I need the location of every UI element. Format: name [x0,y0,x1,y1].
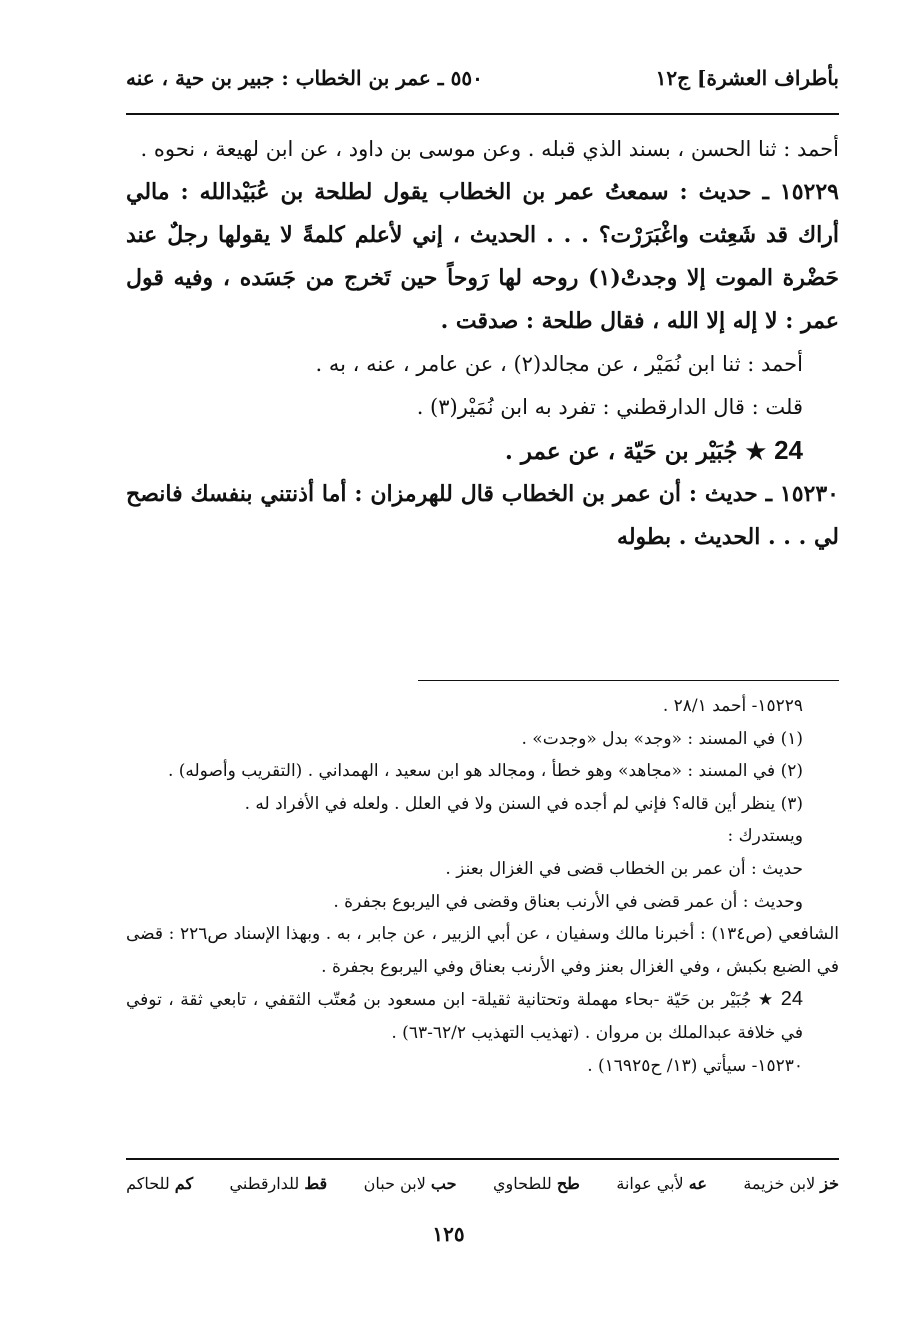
footnote-narrator [126,983,839,1049]
hadith-15230: ١٥٢٣٠ ـ حديث : أن عمر بن الخطاب قال للهرمزان : أما أذنتني بنفسك فانصح لي . . . الحديث . بطوله [126,481,839,550]
abbreviations-divider [126,1158,839,1160]
footnote-2: (٢) في المسند : «مجاهد» وهو خطأ ، ومجالد هو ابن سعيد ، الهمداني . (التقريب وأصوله) . [167,761,803,782]
narrator-heading [126,429,839,473]
footnotes [126,690,839,1082]
narrator-number: 24 [774,435,803,465]
footnote-narrator-number: 24 [780,988,803,1011]
footnote-addendum-hadith-1: حديث : أن عمر بن الخطاب قضى في الغزال بعنز . [445,858,803,879]
header-book-title: بأطراف العشرة] ج١٢ [655,66,839,90]
footnote-3: (٣) ينظر أين قاله؟ فإني لم أجده في السنن ولا في العلل . ولعله في الأفراد له . [244,793,803,814]
footnote-narrator-text: ★ جُبَيْر بن حَيّة -بحاء مهملة وتحتانية ثقيلة- ابن مسعود بن مُعتّب الثقفي ، تابعي ثقة ، توفي في خلافة عبدالملك بن مروان . (تهذيب التهذيب ٦٢/٢-٦٣) . [126,990,803,1043]
footnote-shafii: الشافعي (ص١٣٤) : أخبرنا مالك وسفيان ، عن أبي الزبير ، عن جابر ، به . وبهذا الإسناد ص٢٢٦ : قضى في الضبع بكبش ، وفي الغزال بعنز وفي الأرنب بعناق وفي اليربوع بجفرة . [126,924,839,977]
paragraph-ahmad-chain: أحمد : ثنا الحسن ، بسند الذي قبله . وعن موسى بن داود ، عن ابن لهيعة ، نحوه . [140,137,839,161]
abbrev-item: عه لأبي عوانة [616,1173,707,1193]
footnote-divider [418,680,839,681]
paragraph-daraqutni-note: قلت : قال الدارقطني : تفرد به ابن نُمَيْر(٣) . [416,395,803,419]
narrator-name: ★ جُبَيْر بن حَيّة ، عن عمر . [504,438,767,465]
main-text [126,128,839,559]
paragraph-ahmad-ibn-numayr: أحمد : ثنا ابن نُمَيْر ، عن مجالد(٢) ، عن عامر ، عنه ، به . [315,352,803,376]
footnote-addendum-label: ويستدرك : [727,826,803,847]
abbreviations-legend [126,1168,839,1198]
abbrev-item: حب لابن حبان [363,1173,457,1193]
footnote-15229: ١٥٢٢٩- أحمد ٢٨/١ . [662,696,803,716]
abbrev-item: خز لابن خزيمة [743,1173,839,1193]
hadith-15229: ١٥٢٢٩ ـ حديث : سمعتُ عمر بن الخطاب يقول لطلحة بن عُبَيْدالله : مالي أراك قد شَعِثت واغْبَرَرْت؟ . . . الحديث ، إني لأعلم كلمةً لا يقولها رجلٌ عند حَضْرة الموت إلا وجدتْ(١) روحه لها رَوحاً حين تَخرج من جَسَده ، وفيه قول عمر : لا إله إلا الله ، فقال طلحة : صدقت . [126,179,840,334]
header-divider [126,113,839,115]
footnote-addendum-hadith-2: وحديث : أن عمر قضى في الأرنب بعناق وقضى في اليربوع بجفرة . [333,891,803,912]
running-header [126,62,839,94]
header-section-title: ٥٥٠ ـ عمر بن الخطاب : جبير بن حية ، عنه [126,66,483,90]
abbrev-item: كم للحاكم [126,1173,194,1193]
footnote-1: (١) في المسند : «وجد» بدل «وجدت» . [521,728,803,749]
footnote-15230: ١٥٢٣٠- سيأتي (١٣/ ح١٦٩٢٥) . [587,1055,803,1076]
abbrev-item: قط للدارقطني [229,1173,328,1193]
page-number: ١٢٥ [432,1222,465,1246]
abbrev-item: طح للطحاوي [492,1173,580,1193]
